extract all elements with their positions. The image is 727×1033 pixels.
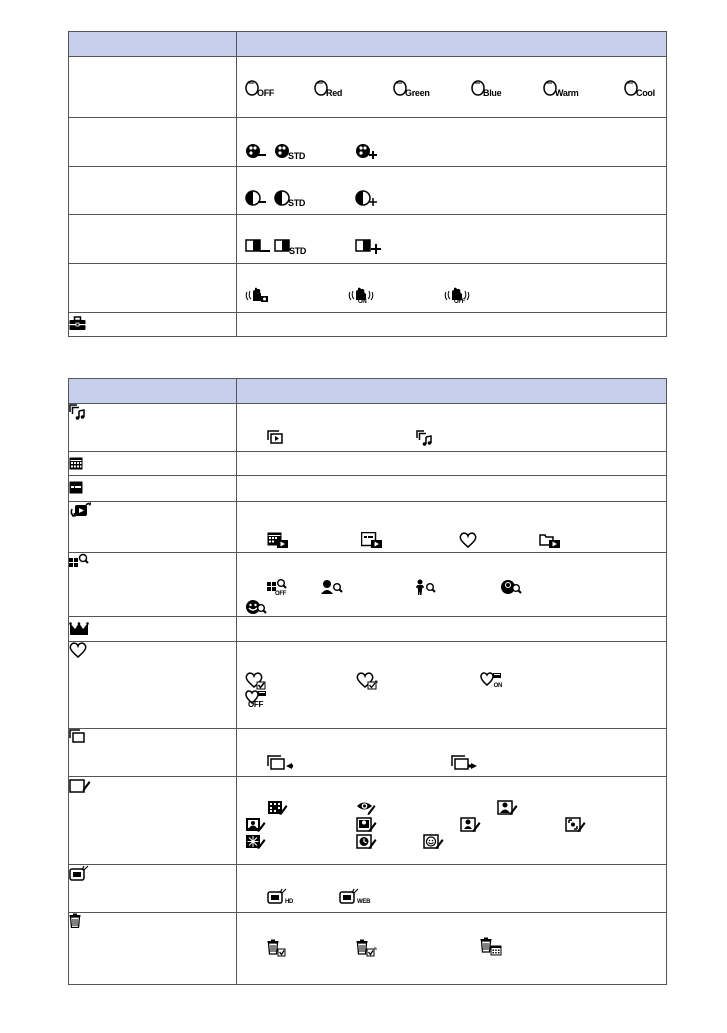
color-filter-green-icon: Green bbox=[393, 79, 430, 97]
view-favorites-icon bbox=[459, 532, 477, 548]
search-child-icon bbox=[414, 579, 436, 595]
slideshow-music-option-icon bbox=[416, 430, 434, 446]
crown-icon bbox=[69, 622, 89, 635]
steadyshot-on-icon: ON bbox=[348, 286, 366, 304]
row-label-cell bbox=[69, 57, 237, 118]
sharpness-plus-icon bbox=[355, 237, 383, 255]
row-label-cell bbox=[69, 118, 237, 167]
settings-table-bottom bbox=[68, 378, 667, 985]
row-options-cell bbox=[237, 642, 667, 729]
table-row-saturation bbox=[69, 118, 667, 167]
row-options-cell bbox=[237, 118, 667, 167]
view-mode-icon bbox=[69, 502, 91, 518]
row-options-cell bbox=[237, 404, 667, 452]
settings-table-top bbox=[68, 31, 667, 337]
sharpness-minus-icon bbox=[245, 237, 271, 255]
color-filter-red-icon: Red bbox=[314, 79, 342, 97]
row-options-cell bbox=[237, 777, 667, 865]
favorites-icon bbox=[69, 642, 87, 658]
slideshow-music-icon bbox=[69, 404, 87, 420]
toolbox-icon bbox=[69, 316, 86, 331]
header-cell-1 bbox=[69, 379, 237, 404]
favorites-on-icon: ON bbox=[480, 672, 502, 689]
resize-hd-icon: HD bbox=[267, 888, 293, 904]
row-label-cell bbox=[69, 913, 237, 985]
row-label-cell bbox=[69, 642, 237, 729]
resize-web-icon: WEB bbox=[339, 888, 370, 904]
row-options-cell bbox=[237, 913, 667, 985]
saturation-plus-icon bbox=[355, 142, 379, 160]
slideshow-play-icon bbox=[267, 430, 285, 445]
header-cell-1 bbox=[69, 32, 237, 57]
table-header-row bbox=[69, 379, 667, 404]
sharpness-std-icon: STD bbox=[274, 237, 306, 255]
row-options-cell bbox=[237, 167, 667, 215]
table-row-resize bbox=[69, 865, 667, 913]
favorites-select-icon bbox=[356, 672, 378, 690]
color-filter-cool-icon: Cool bbox=[624, 79, 655, 97]
row-options-cell bbox=[237, 264, 667, 313]
row-label-cell bbox=[69, 264, 237, 313]
contrast-std-icon: STD bbox=[274, 189, 305, 207]
table-row-favorites bbox=[69, 642, 667, 729]
row-label-cell bbox=[69, 313, 237, 337]
search-baby-icon bbox=[500, 579, 522, 595]
row-label-cell bbox=[69, 617, 237, 642]
row-label-cell bbox=[69, 865, 237, 913]
retouch-clock-icon bbox=[356, 834, 378, 850]
table-row-contrast bbox=[69, 167, 667, 215]
saturation-minus-icon bbox=[245, 142, 267, 160]
calendar-icon bbox=[69, 457, 83, 470]
contrast-plus-icon bbox=[355, 189, 379, 207]
contrast-minus-icon bbox=[245, 189, 267, 207]
retouch-soft-focus-icon bbox=[245, 817, 267, 833]
search-people-icon bbox=[321, 579, 343, 595]
retouch-portrait-icon bbox=[497, 800, 519, 816]
retouch-cross-filter-icon bbox=[245, 834, 267, 850]
row-options-cell bbox=[237, 553, 667, 617]
row-label-cell bbox=[69, 215, 237, 264]
table-row-color-filter bbox=[69, 57, 667, 118]
retouch-smile-icon bbox=[423, 834, 445, 850]
resize-icon bbox=[69, 865, 89, 881]
delete-date-range-icon bbox=[480, 937, 504, 957]
table-row-date-list bbox=[69, 476, 667, 502]
row-label-cell bbox=[69, 729, 237, 777]
table-row-delete bbox=[69, 913, 667, 985]
search-smile-icon bbox=[245, 599, 267, 615]
row-label-cell bbox=[69, 476, 237, 502]
row-options-cell bbox=[237, 502, 667, 553]
color-filter-off-icon: OFF bbox=[245, 79, 274, 97]
view-calendar-play-icon bbox=[267, 532, 289, 548]
row-options-cell bbox=[237, 452, 667, 476]
row-label-cell bbox=[69, 553, 237, 617]
row-options-cell bbox=[237, 476, 667, 502]
row-label-cell bbox=[69, 404, 237, 452]
header-cell-2 bbox=[237, 379, 667, 404]
burst-group-icon bbox=[69, 729, 85, 743]
row-options-cell bbox=[237, 313, 667, 337]
view-folder-play-icon bbox=[539, 532, 561, 548]
row-options-cell bbox=[237, 215, 667, 264]
steadyshot-off-icon: OFF bbox=[444, 286, 465, 304]
retouch-partial-color-icon bbox=[356, 817, 378, 833]
retouch-fisheye-icon bbox=[565, 817, 587, 833]
trash-icon bbox=[69, 913, 81, 928]
row-label-cell bbox=[69, 777, 237, 865]
search-filter-icon bbox=[69, 553, 89, 567]
header-cell-2 bbox=[237, 32, 667, 57]
delete-this-icon bbox=[267, 939, 287, 957]
retouch-icon bbox=[69, 777, 91, 793]
table-row-sharpness bbox=[69, 215, 667, 264]
table-row-calendar bbox=[69, 452, 667, 476]
steadyshot-auto-icon bbox=[245, 286, 271, 304]
retouch-redeye-icon bbox=[356, 800, 378, 816]
row-options-cell bbox=[237, 617, 667, 642]
burst-collapse-icon bbox=[267, 755, 293, 771]
table-row-setup bbox=[69, 313, 667, 337]
table-row-slideshow bbox=[69, 404, 667, 452]
table-row-burst bbox=[69, 729, 667, 777]
color-filter-blue-icon: Blue bbox=[471, 79, 501, 97]
row-label-cell bbox=[69, 167, 237, 215]
row-label-cell bbox=[69, 502, 237, 553]
row-options-cell bbox=[237, 865, 667, 913]
row-options-cell bbox=[237, 57, 667, 118]
table-row-retouch bbox=[69, 777, 667, 865]
search-filter-off-icon: OFF bbox=[267, 579, 287, 597]
date-list-icon bbox=[69, 481, 83, 494]
table-row-steadyshot bbox=[69, 264, 667, 313]
burst-expand-icon bbox=[451, 755, 477, 771]
retouch-trimming-icon bbox=[267, 800, 289, 816]
row-options-cell bbox=[237, 729, 667, 777]
view-date-list-play-icon bbox=[361, 532, 383, 548]
delete-multiple-icon bbox=[356, 939, 378, 957]
table-row-search-filter bbox=[69, 553, 667, 617]
color-filter-warm-icon: Warm bbox=[543, 79, 578, 97]
table-row-view-mode bbox=[69, 502, 667, 553]
favorites-off-icon: OFF bbox=[245, 690, 267, 709]
table-header-row bbox=[69, 32, 667, 57]
favorites-add-icon bbox=[245, 672, 267, 690]
retouch-person-frame-icon bbox=[460, 817, 482, 833]
saturation-std-icon: STD bbox=[274, 142, 305, 160]
table-row-crown bbox=[69, 617, 667, 642]
row-label-cell bbox=[69, 452, 237, 476]
